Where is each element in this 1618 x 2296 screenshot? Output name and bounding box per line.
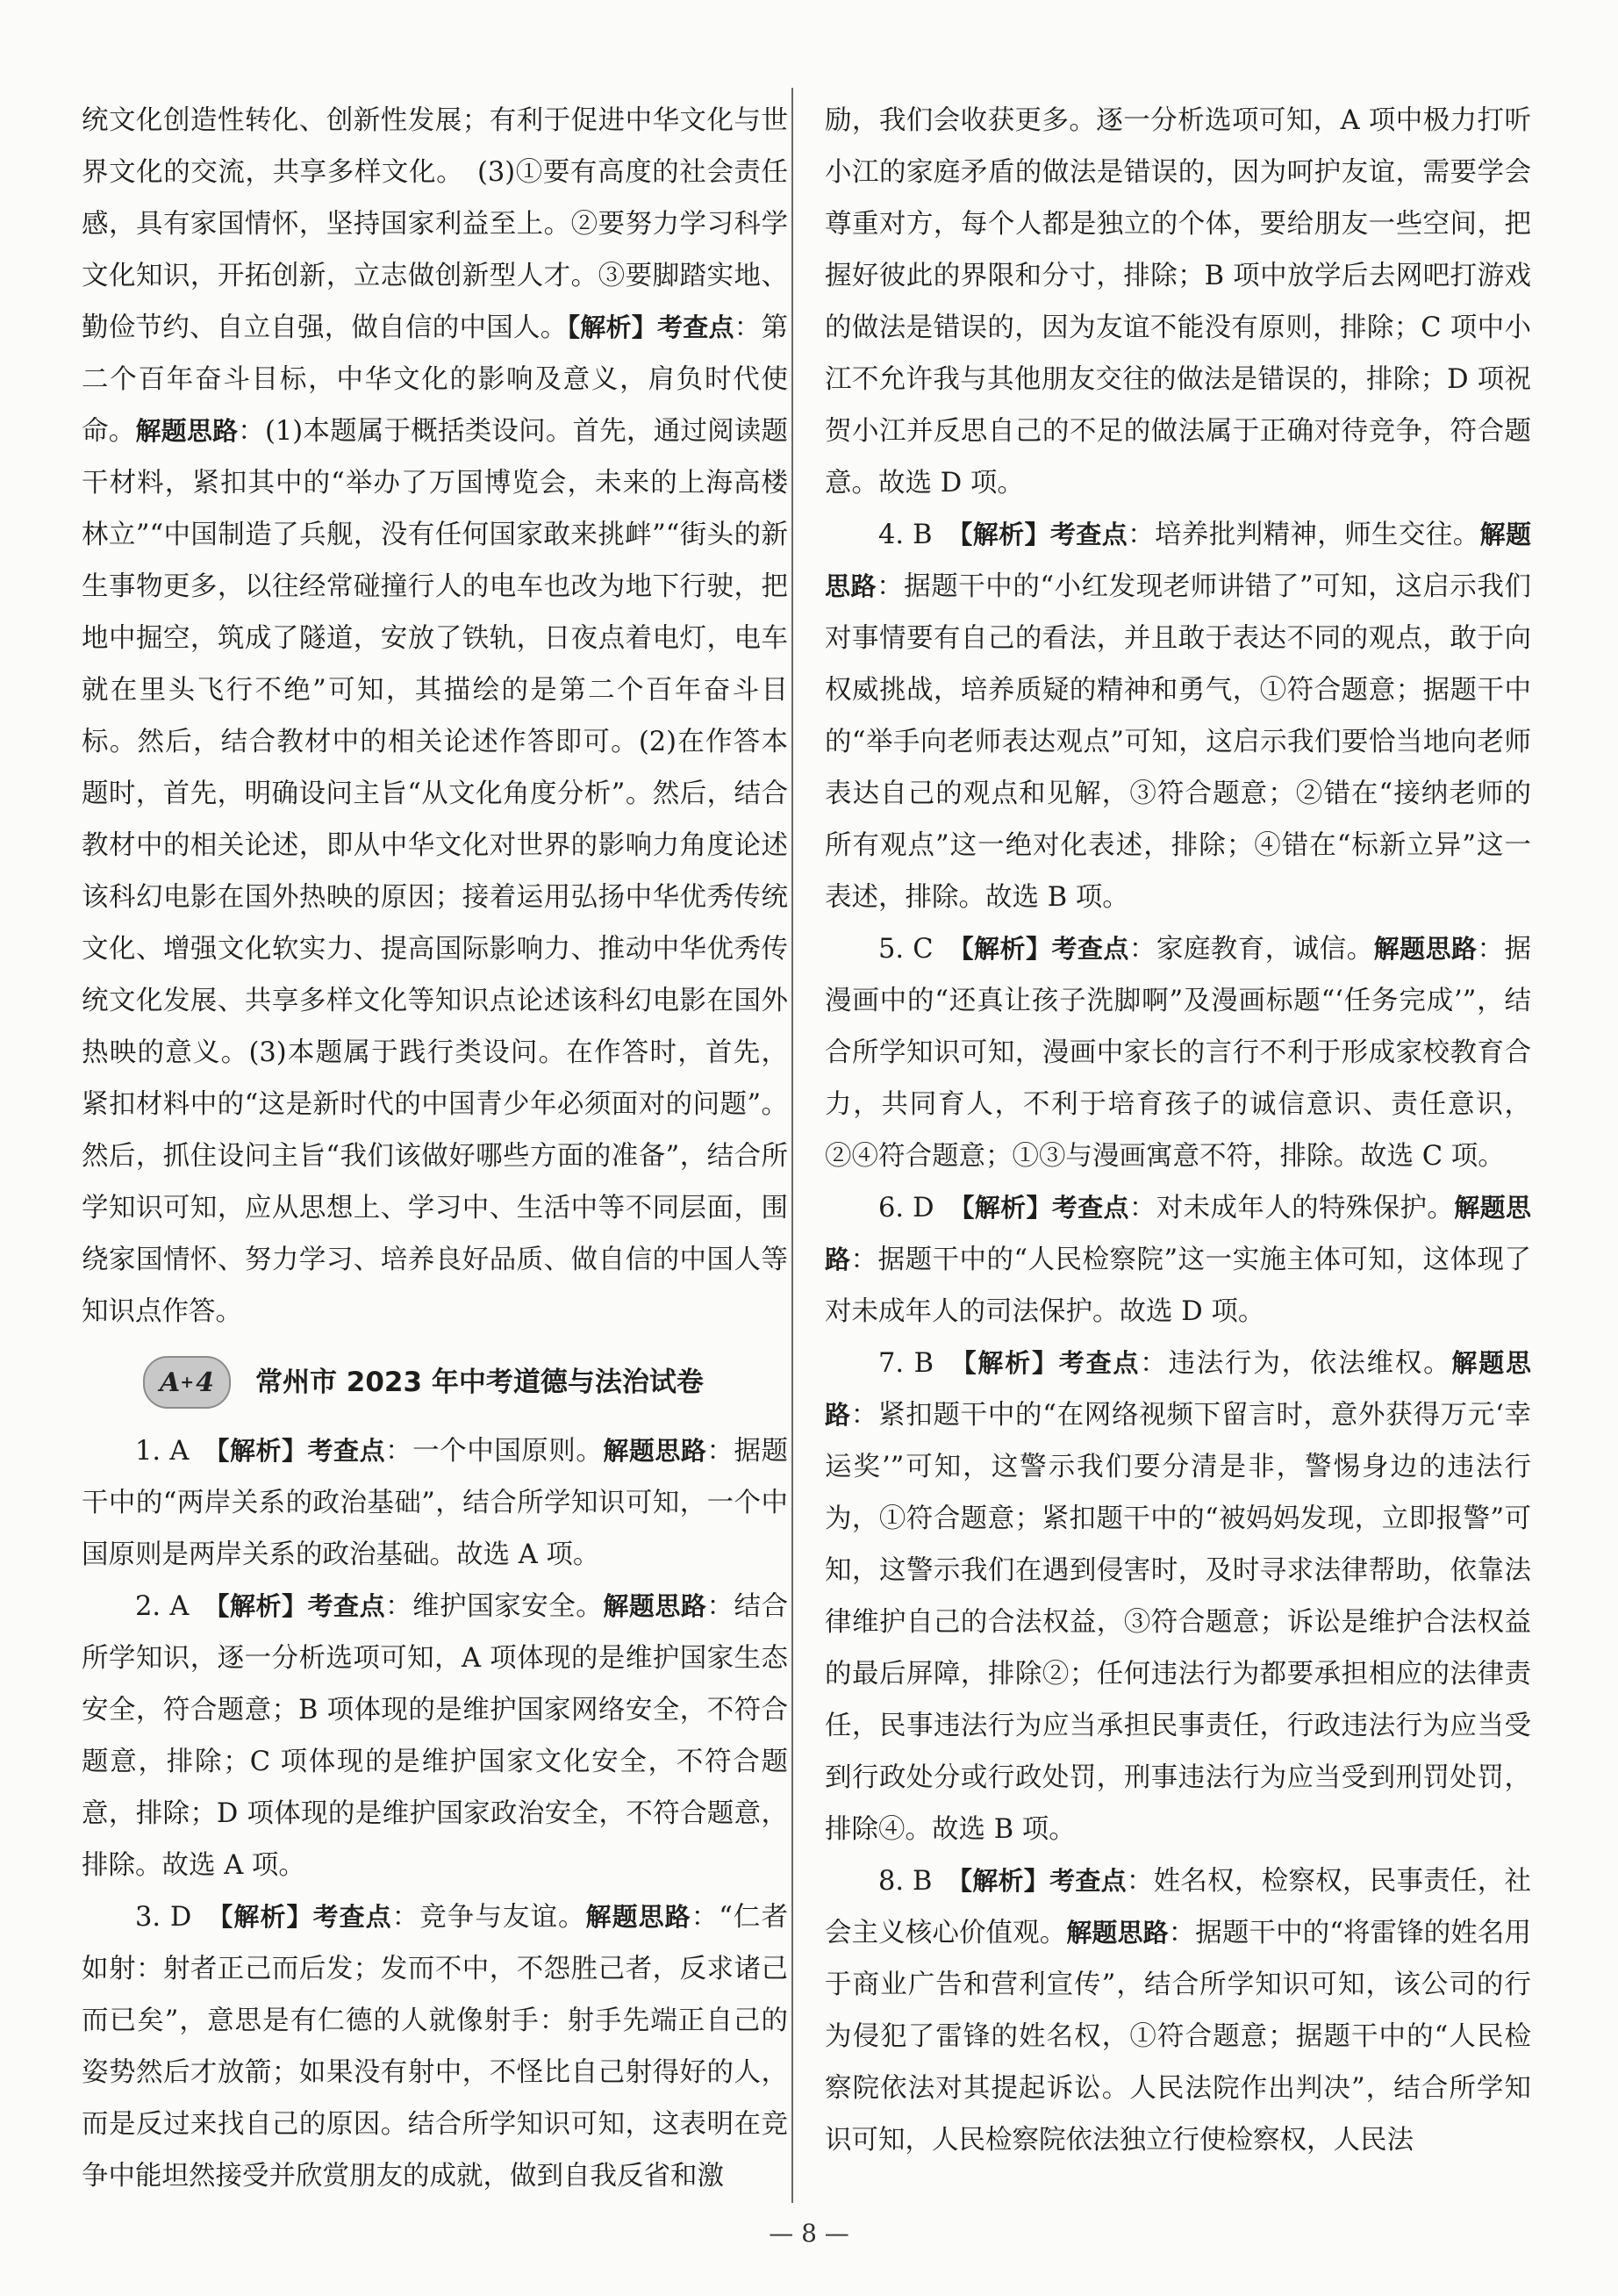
right-column	[825, 95, 1531, 2166]
answer-item-5: 5. C 【解析】考查点：家庭教育，诚信。解题思路：据漫画中的“还真让孩子洗脚啊”及漫画标题“‘任务完成’”，结合所学知识可知，漫画中家长的言行不利于形成家校教育合力，共同育人，不利于培育孩子的诚信意识、责任意识，②④符合题意；①③与漫画寓意不符，排除。故选 C 项。	[825, 934, 1531, 1172]
answer-item-8: 8. B 【解析】考查点：姓名权，检察权，民事责任，社会主义核心价值观。解题思路：据题干中的“将雷锋的姓名用于商业广告和营利宣传”，结合所学知识可知，该公司的行为侵犯了雷锋的姓名权，①符合题意；据题干中的“人民检察院依法对其提起诉讼。人民法院作出判决”，结合所学知识可知，人民检察院依法独立行使检察权，人民法	[825, 1866, 1532, 2156]
answer-item-3-continued: 励，我们会收获更多。逐一分析选项可知，A 项中极力打听小江的家庭矛盾的做法是错误的，因为呵护友谊，需要学会尊重对方，每个人都是独立的个体，要给朋友一些空间，把握好彼此的界限和分寸，排除；B 项中放学后去网吧打游戏的做法是错误的，因为友谊不能没有原则，排除；C 项中小江不允许我与其他朋友交往的做法是错误的，排除；D 项祝贺小江并反思自己的不足的做法属于正确对待竞争，符合题意。故选 D 项。	[825, 105, 1531, 499]
section-badge: A + 4	[143, 1356, 231, 1409]
answer-item-3: 3. D 【解析】考查点：竞争与友谊。解题思路：“仁者如射：射者正己而后发；发而不中，不怨胜己者，反求诸己而已矣”，意思是有仁德的人就像射手：射手先端正自己的姿势然后才放箭；如果没有射中，不怪比自己射得好的人，而是反过来找自己的原因。结合所学知识可知，这表明在竞争中能坦然接受并欣赏朋友的成就，做到自我反省和激	[82, 1902, 788, 2192]
section-header	[82, 1352, 788, 1413]
answer-item-1: 1. A 【解析】考查点：一个中国原则。解题思路：据题干中的“两岸关系的政治基础”，结合所学知识可知，一个中国原则是两岸关系的政治基础。故选 A 项。	[82, 1436, 789, 1570]
answer-paragraph-continued: 统文化创造性转化、创新性发展；有利于促进中华文化与世界文化的交流，共享多样文化。 (3)①要有高度的社会责任感，具有家国情怀，坚持国家利益至上。②要努力学习科学文化知识，开拓创新，立志做创新型人才。③要脚踏实地、勤俭节约、自立自强，做自信的中国人。【解析】考查点：第二个百年奋斗目标，中华文化的影响及意义，肩负时代使命。解题思路：(1)本题属于概括类设问。首先，通过阅读题干材料，紧扣其中的“举办了万国博览会，未来的上海高楼林立”“中国制造了兵舰，没有任何国家敢来挑衅”“街头的新生事物更多，以往经常碰撞行人的电车也改为地下行驶，把地中掘空，筑成了隧道，安放了铁轨，日夜点着电灯，电车就在里头飞行不绝”可知，其描绘的是第二个百年奋斗目标。然后，结合教材中的相关论述作答即可。(2)在作答本题时，首先，明确设问主旨“从文化角度分析”。然后，结合教材中的相关论述，即从中华文化对世界的影响力角度论述该科幻电影在国外热映的原因；接着运用弘扬中华优秀传统文化、增强文化软实力、提高国际影响力、推动中华优秀传统文化发展、共享多样文化等知识点论述该科幻电影在国外热映的意义。(3)本题属于践行类设问。在作答时，首先，紧扣材料中的“这是新时代的中国青少年必须面对的问题”。然后，抓住设问主旨“我们该做好哪些方面的准备”，结合所学知识可知，应从思想上、学习中、生活中等不同层面，围绕家国情怀、努力学习、培养良好品质、做自信的中国人等知识点作答。	[82, 105, 789, 1327]
analysis-tag: 【解析】	[567, 312, 657, 342]
section-title: 常州市 2023 年中考道德与法治试卷	[255, 1366, 704, 1398]
answer-item-4: 4. B 【解析】考查点：培养批判精神，师生交往。解题思路：据题干中的“小红发现老师讲错了”可知，这启示我们对事情要有自己的看法，并且敢于表达不同的观点，敢于向权威挑战，培养质疑的精神和勇气，①符合题意；据题干中的“举手向老师表达观点”可知，这启示我们要恰当地向老师表达自己的观点和见解，③符合题意；②错在“接纳老师的所有观点”这一绝对化表述，排除；④错在“标新立异”这一表述，排除。故选 B 项。	[825, 520, 1531, 913]
solution-label: 解题思路	[135, 416, 239, 446]
left-column	[82, 95, 788, 2202]
column-divider	[791, 88, 793, 2203]
page-number: — 8 —	[769, 2219, 849, 2248]
exam-point-label: 考查点	[656, 312, 734, 342]
answer-item-2: 2. A 【解析】考查点：维护国家安全。解题思路：结合所学知识，逐一分析选项可知，A 项体现的是维护国家生态安全，符合题意；B 项体现的是维护国家网络安全，不符合题意，排除；C 项体现的是维护国家文化安全，不符合题意，排除；D 项体现的是维护国家政治安全，不符合题意，排除。故选 A 项。	[82, 1591, 789, 1881]
answer-item-7: 7. B 【解析】考查点：违法行为，依法维权。解题思路：紧扣题干中的“在网络视频下留言时，意外获得万元‘幸运奖’”可知，这警示我们要分清是非，警惕身边的违法行为，①符合题意；紧扣题干中的“被妈妈发现，立即报警”可知，这警示我们在遇到侵害时，及时寻求法律帮助，依靠法律维护自己的合法权益，③符合题意；诉讼是维护合法权益的最后屏障，排除②；任何违法行为都要承担相应的法律责任，民事违法行为应当承担民事责任，行政违法行为应当受到行政处分或行政处罚，刑事违法行为应当受到刑罚处罚，排除④。故选 B 项。	[825, 1348, 1531, 1845]
answer-item-6: 6. D 【解析】考查点：对未成年人的特殊保护。解题思路：据题干中的“人民检察院”这一实施主体可知，这体现了对未成年人的司法保护。故选 D 项。	[825, 1193, 1531, 1327]
